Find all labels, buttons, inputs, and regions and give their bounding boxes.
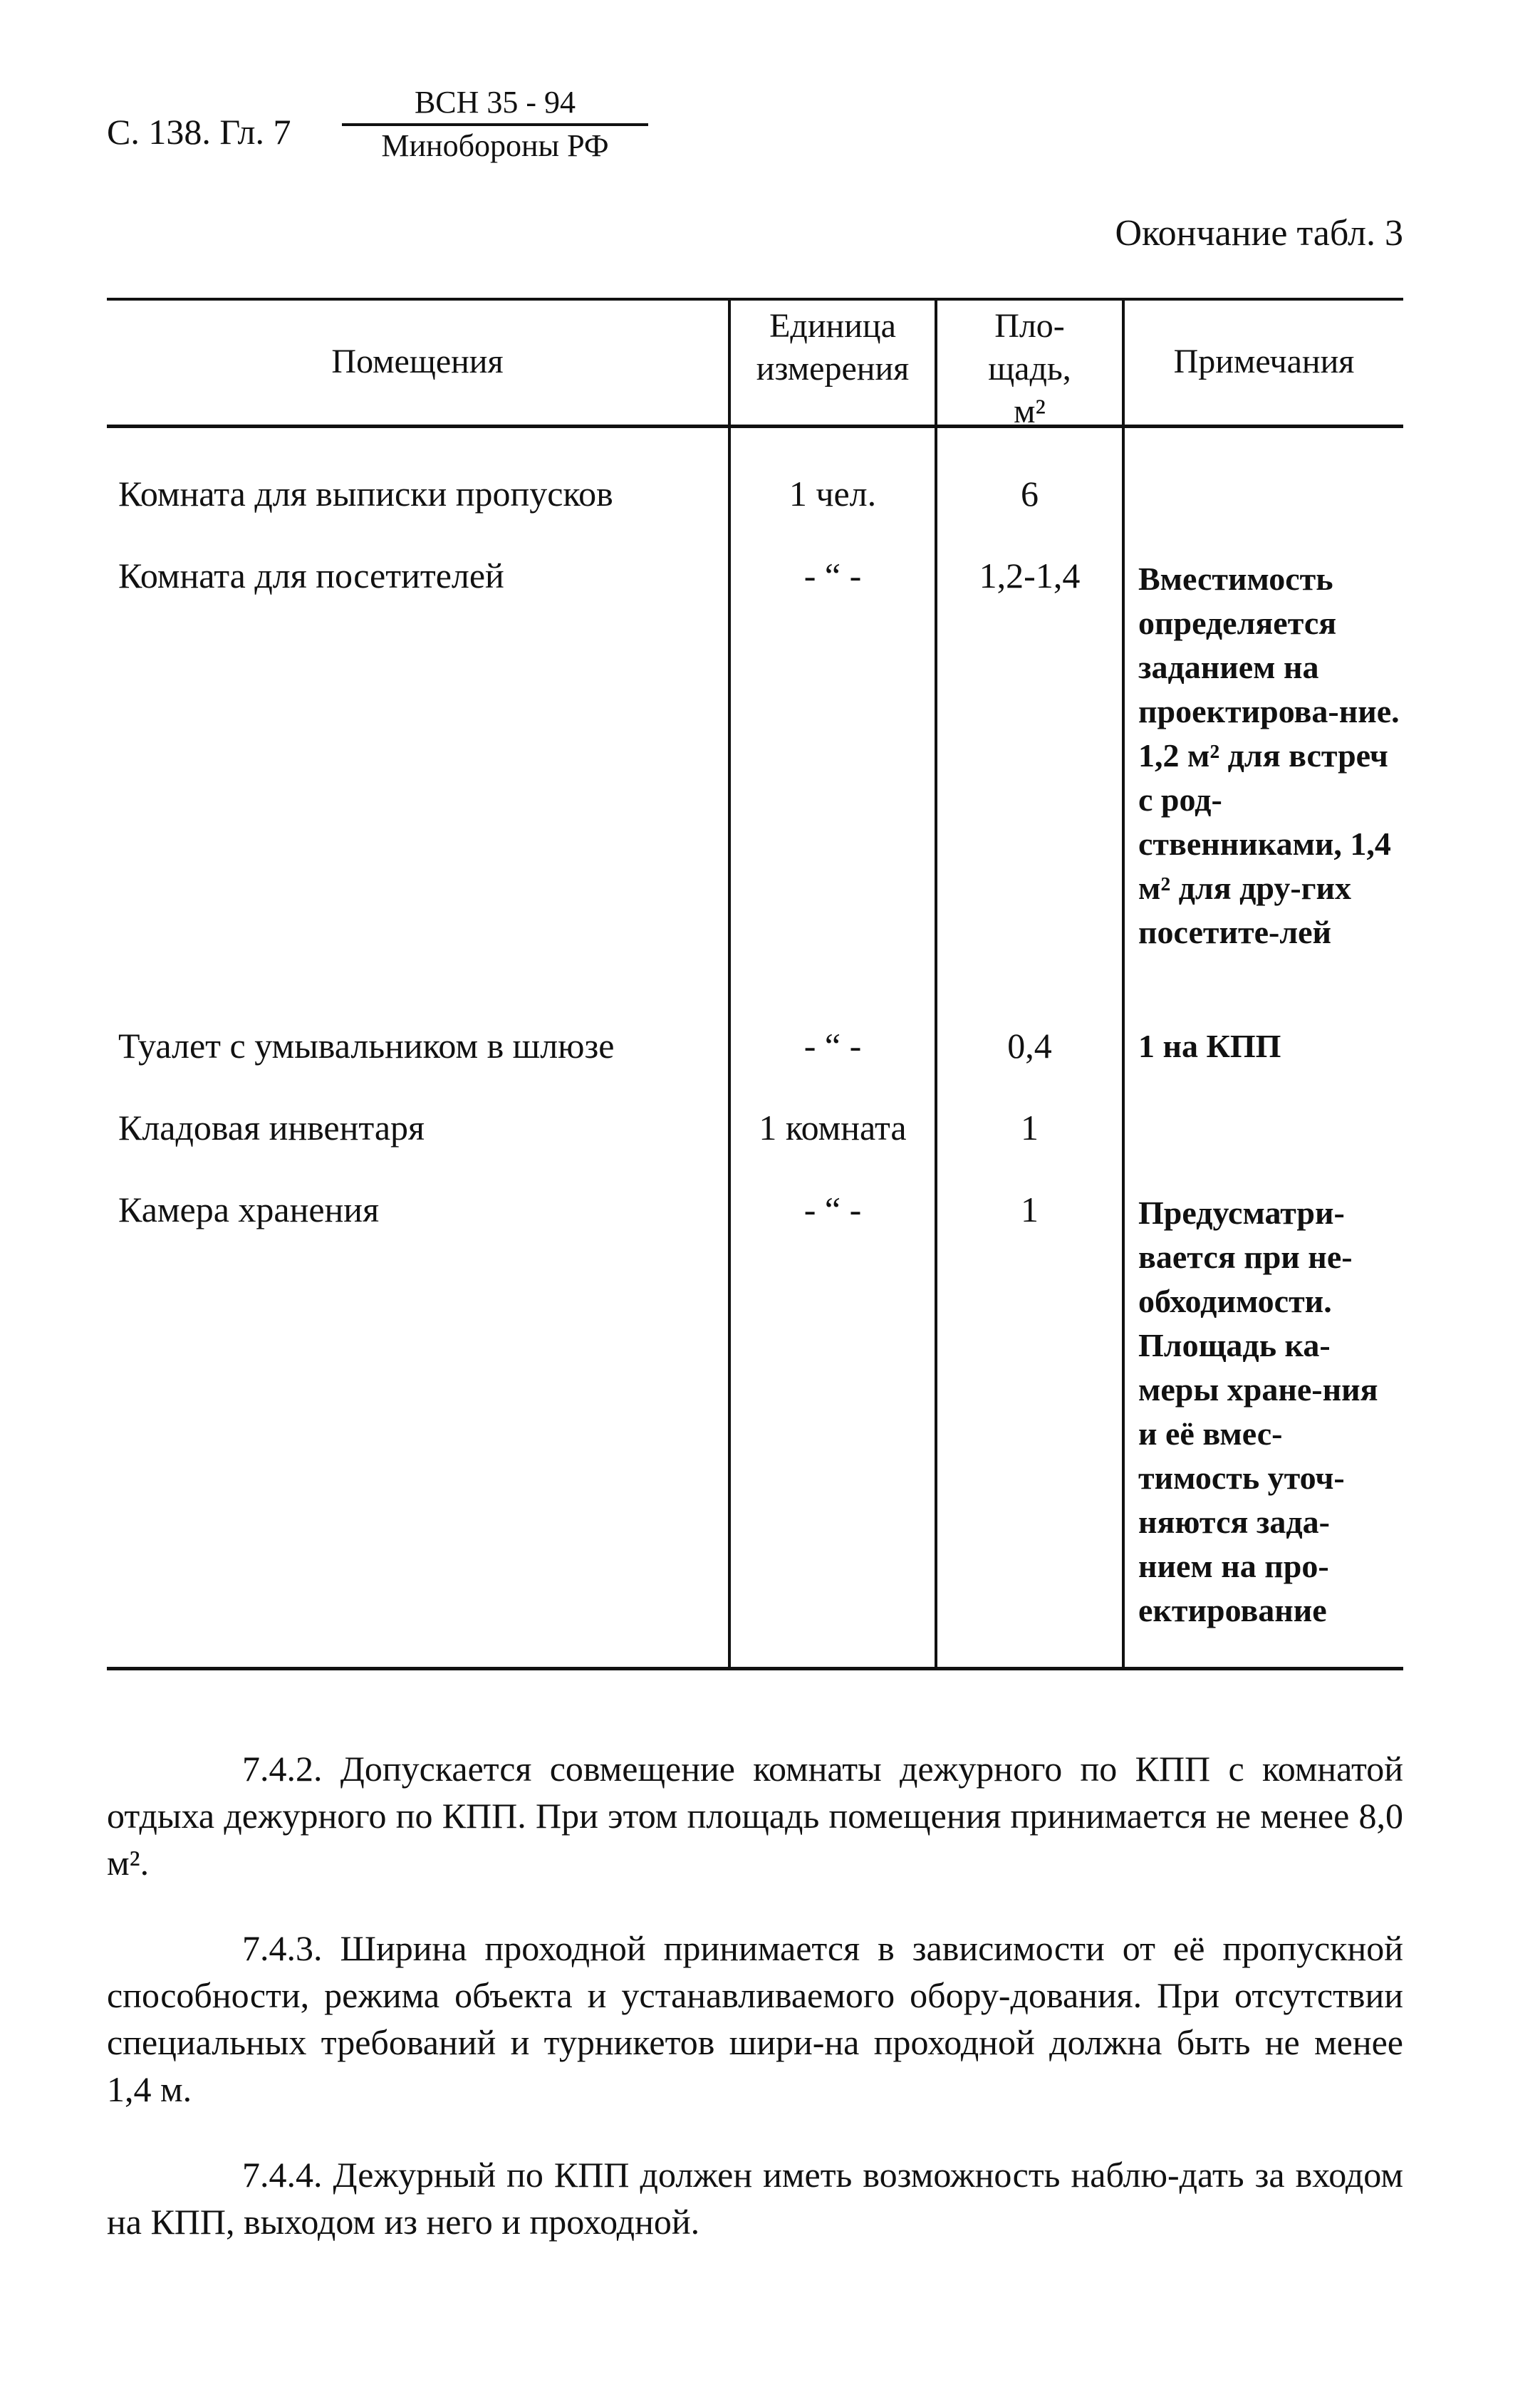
row-area: 6 — [1021, 474, 1039, 514]
column-divider — [1122, 298, 1125, 1668]
row-unit: 1 чел. — [789, 474, 877, 514]
row-note: Предусматри-вается при не-обходимости. Площадь ка-меры хране-ния и её вмес-тимость уточ-няются зада-нием на про-ектирование — [1138, 1195, 1378, 1628]
row-room: Камера хранения — [118, 1190, 380, 1229]
paragraph-7-4-4: 7.4.4. Дежурный по КПП должен иметь возможность наблю-дать за входом на КПП, выходом из него и проходной. — [107, 2155, 1403, 2242]
row-note: 1 на КПП — [1138, 1028, 1281, 1064]
row-unit: - “ - — [803, 1190, 862, 1229]
row-unit: - “ - — [803, 1026, 862, 1066]
row-note: Вместимость определяется заданием на проектирова-ние. 1,2 м² для встреч с род-ственниками, 1,4 м² для дру-гих посетите-лей — [1138, 561, 1400, 950]
header-area-line: Пло- — [994, 307, 1065, 345]
table-header-rule — [107, 425, 1403, 428]
row-unit: - “ - — [803, 556, 862, 596]
header-unit — [731, 305, 935, 390]
table-top-rule — [107, 298, 1403, 301]
header-unit-line: Единица — [769, 307, 896, 345]
row-room: Комната для посетителей — [118, 556, 504, 596]
header-area-line: щадь, — [988, 350, 1071, 388]
page-header — [107, 71, 748, 178]
row-unit: 1 комната — [759, 1108, 907, 1148]
header-rooms: Помещения — [331, 343, 504, 380]
rooms-table — [107, 298, 1403, 1673]
header-area — [937, 305, 1122, 433]
row-area: 1 — [1021, 1190, 1039, 1229]
row-area: 1,2-1,4 — [979, 556, 1081, 596]
header-area-line: м² — [1014, 392, 1046, 430]
document-number: ВСН 35 - 94 — [342, 84, 648, 126]
row-room: Кладовая инвентаря — [118, 1108, 425, 1148]
row-area: 1 — [1021, 1108, 1039, 1148]
header-notes: Примечания — [1173, 343, 1355, 380]
document-issuer: Минобороны РФ — [381, 128, 609, 163]
document-code — [342, 84, 648, 164]
row-room: Туалет с умывальником в шлюзе — [118, 1026, 615, 1066]
header-unit-line: измерения — [756, 350, 910, 388]
row-area: 0,4 — [1007, 1026, 1052, 1066]
row-room: Комната для выписки пропусков — [118, 474, 613, 514]
paragraph-7-4-2: 7.4.2. Допускается совмещение комнаты дежурного по КПП с комнатой отдыха дежурного по КПП. При этом площадь помещения принимается не менее 8,0 м². — [107, 1749, 1403, 1883]
paragraph-7-4-3: 7.4.3. Ширина проходной принимается в зависимости от её пропускной способности, режима объекта и устанавливаемого обору-дования. При отсутствии специальных требований и турникетов шири-на проходной должна быть не менее 1,4 м. — [107, 1928, 1403, 2109]
page-reference: С. 138. Гл. 7 — [107, 112, 291, 152]
table-caption: Окончание табл. 3 — [1115, 213, 1403, 254]
table-bottom-rule — [107, 1667, 1403, 1670]
